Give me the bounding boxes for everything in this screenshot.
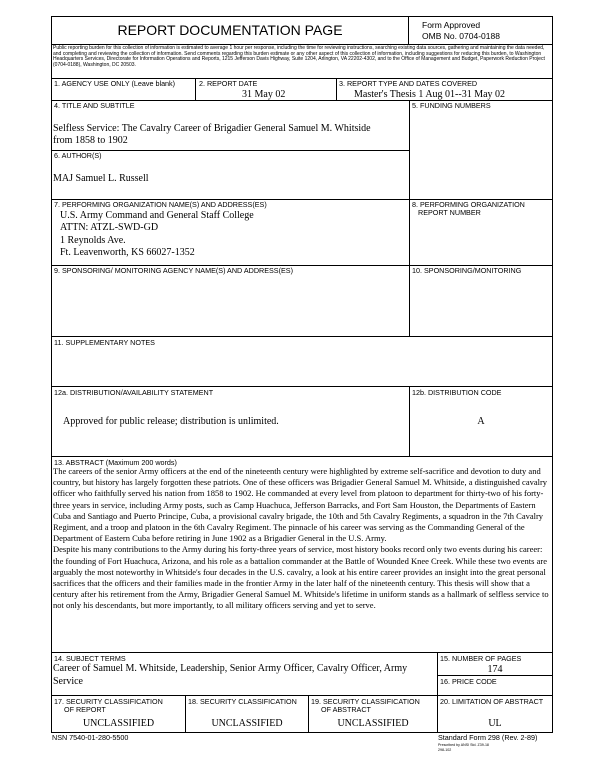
perf-org-line: Ft. Leavenworth, KS 66027-1352 — [60, 247, 195, 258]
omb-number: OMB No. 0704-0188 — [422, 31, 500, 41]
title-line-1: Selfless Service: The Cavalry Career of Brigadier General Samuel M. Whitside — [53, 123, 371, 134]
distribution-value: Approved for public release; distribution is unlimited. — [63, 416, 279, 427]
sponsor-agency-label: 9. SPONSORING/ MONITORING AGENCY NAME(S) AND ADDRESS(ES) — [54, 266, 293, 275]
perf-org-line: 1 Reynolds Ave. — [60, 235, 126, 246]
report-type-label: 3. REPORT TYPE AND DATES COVERED — [339, 79, 478, 88]
sponsor-report-box[interactable] — [409, 265, 553, 337]
subject-terms-value: Career of Samuel M. Whitside, Leadership, Senior Army Officer, Cavalry Officer, Army Service — [53, 663, 408, 687]
limitation-value: UL — [488, 718, 502, 729]
sec-abstract-label-2: OF ABSTRACT — [321, 705, 371, 714]
funding-box[interactable] — [409, 100, 553, 200]
sec-report-label-2: OF REPORT — [64, 705, 106, 714]
agency-use-label: 1. AGENCY USE ONLY (Leave blank) — [54, 79, 176, 88]
burden-statement: Public reporting burden for this collection of information is estimated to average 1 hour per response, including the time for reviewing instructions, searching existing data sources, gathering and maintaining the data needed, and completing and reviewing the collection of information. Send comments regarding this burden estimate or any other aspect of this collection of information, including suggestions for reducing this burden, to Washington Headquarters Services, Directorate for Information Operations and Reports, 1215 Jefferson Davis Highway, Suite 1204, Arlington, VA 22202-4302, and to the Office of Management and Budget, Paperwork Reduction Project (0704-0188), Washington, DC 20503. — [53, 45, 545, 69]
prescribed-by: Prescribed by ANSI Std. Z39-18 — [438, 743, 489, 747]
num-pages-value: 174 — [487, 664, 503, 675]
dist-code-label: 12b. DISTRIBUTION CODE — [412, 388, 502, 397]
sec-page-label: 18. SECURITY CLASSIFICATION — [188, 697, 297, 706]
num-pages-label: 15. NUMBER OF PAGES — [440, 654, 522, 663]
sec-report-value: UNCLASSIFIED — [82, 718, 155, 729]
sponsor-agency-box[interactable] — [51, 265, 410, 337]
abstract-label: 13. ABSTRACT (Maximum 200 words) — [54, 458, 177, 467]
author-value: MAJ Samuel L. Russell — [53, 173, 149, 184]
author-label: 6. AUTHOR(S) — [54, 151, 102, 160]
form-code: 298-102 — [438, 748, 452, 752]
sec-abstract-value: UNCLASSIFIED — [337, 718, 409, 729]
limitation-label: 20. LIMITATION OF ABSTRACT — [440, 697, 544, 706]
report-date-value: 31 May 02 — [242, 89, 286, 100]
title-label: 4. TITLE AND SUBTITLE — [54, 101, 135, 110]
nsn-number: NSN 7540-01-280-5500 — [52, 733, 129, 742]
funding-label: 5. FUNDING NUMBERS — [412, 101, 491, 110]
perf-org-line: U.S. Army Command and General Staff College — [60, 210, 254, 221]
supp-notes-label: 11. SUPPLEMENTARY NOTES — [54, 338, 155, 347]
sec-report-label-1: 17. SECURITY CLASSIFICATION — [54, 697, 163, 706]
dist-code-value: A — [477, 416, 485, 427]
report-type-value: Master's Thesis 1 Aug 01--31 May 02 — [354, 89, 506, 100]
report-date-label: 2. REPORT DATE — [199, 79, 258, 88]
perf-report-label-2: REPORT NUMBER — [418, 208, 481, 217]
form-approved-label: Form Approved — [422, 20, 481, 30]
abstract-paragraph-1: The careers of the senior Army officers at the end of the nineteenth century were highlighted by extreme self-sacrifice and devotion to duty and country, but history has largely forgotten these patriots. One of these officers was Brigadier General Samuel M. Whitside, a distinguished cavalry officer who faithfully served his nation from 1858 to 1902. He commanded at every level from platoon to department for thirty-two of his forty-three years in service, including Army posts, such as Camp Huachuca, Jefferson Barracks, and Fort Sam Houston, the Departments of Eastern Cuba and Santiago and Puerto Principe, Cuba, a provisional cavalry brigade, the 10th and 5th Cavalry Regiments, a squadron in the 7th Cavalry Regiment, and a troop and platoon in the 6th Cavalry Regiment. The pinnacle of his career was serving as the Commanding General of the Department of Eastern Cuba before retiring in June 1902 as a Brigadier General in the U.S. Army. — [53, 466, 548, 544]
sponsor-report-label: 10. SPONSORING/MONITORING — [412, 266, 522, 275]
standard-form: Standard Form 298 (Rev. 2-89) — [438, 733, 538, 742]
distribution-label: 12a. DISTRIBUTION/AVAILABILITY STATEMENT — [54, 388, 214, 397]
sec-page-value: UNCLASSIFIED — [211, 718, 283, 729]
price-code-label: 16. PRICE CODE — [440, 677, 497, 686]
perf-org-label: 7. PERFORMING ORGANIZATION NAME(S) AND ADDRESS(ES) — [54, 200, 267, 209]
abstract-text — [53, 466, 551, 612]
perf-report-label-1: 8. PERFORMING ORGANIZATION — [412, 200, 525, 209]
subject-terms-label: 14. SUBJECT TERMS — [54, 654, 126, 663]
title-line-2: from 1858 to 1902 — [53, 135, 128, 146]
sec-abstract-label-1: 19. SECURITY CLASSIFICATION — [311, 697, 420, 706]
page-title: REPORT DOCUMENTATION PAGE — [117, 22, 343, 38]
perf-org-line: ATTN: ATZL-SWD-GD — [60, 222, 159, 233]
abstract-paragraph-2: Despite his many contributions to the Army during his forty-three years of service, most history books record only two events during his career: the founding of Fort Huachuca, Arizona, and his role as a battalion commander at the Battle of Wounded Knee Creek. While these two events are arguably the most noteworthy in Whitside's four decades in the U.S. cavalry, a look at his entire career provides an insight into the great personal sacrifices that the officers and their families made in the frontier Army in the later half of the nineteenth century. This thesis will show that a century after his retirement from the Army, Brigadier General Samuel M. Whitside's lifetime in uniform stands as a hallmark of selfless service to not only his descendants, but more importantly, to all military officers serving and yet to serve. — [53, 544, 549, 611]
